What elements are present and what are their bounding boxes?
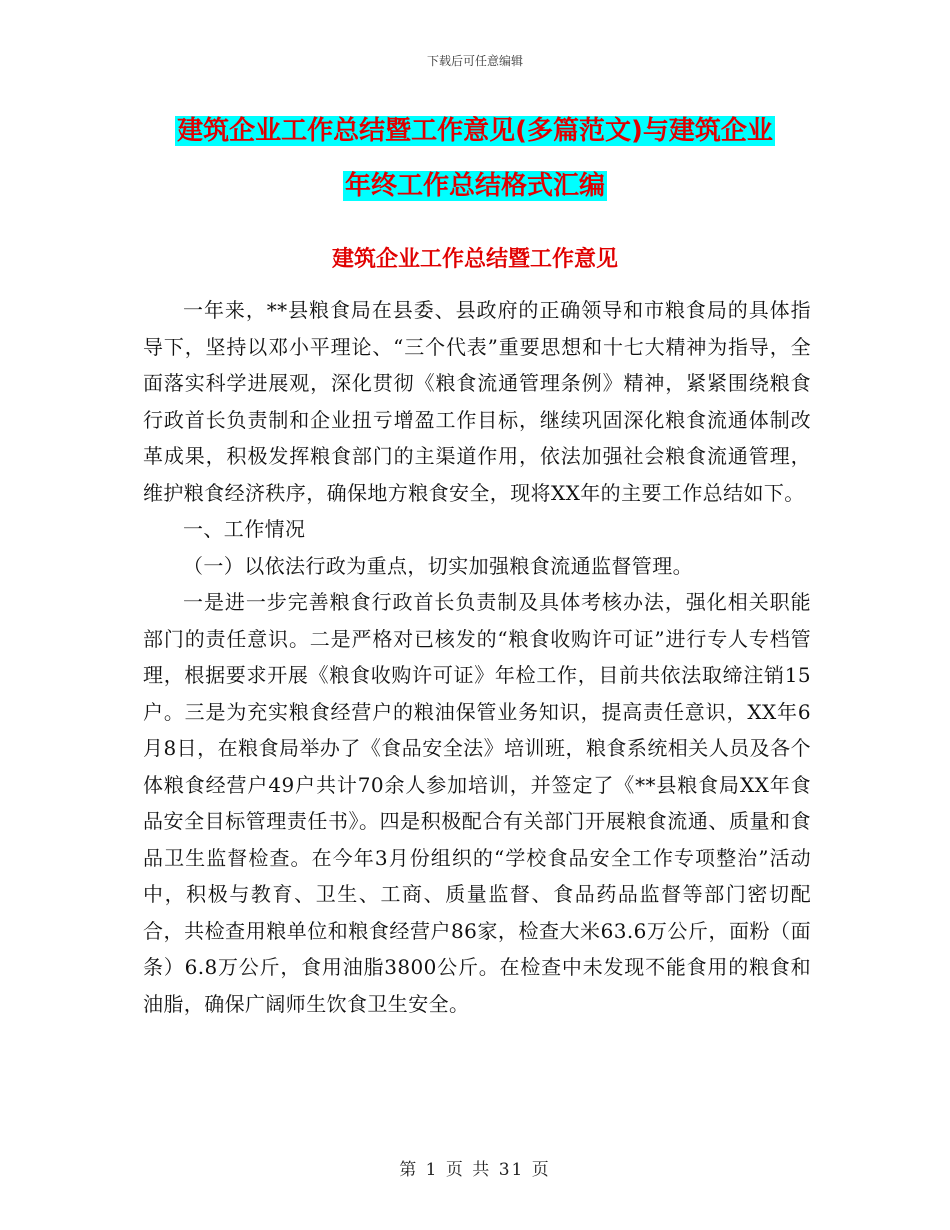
section-title: 建筑企业工作总结暨工作意见 xyxy=(331,247,618,272)
title-line-1 xyxy=(0,104,950,159)
paragraph: （一）以依法行政为重点，切实加强粮食流通监督管理。 xyxy=(183,553,693,578)
paragraph: 一、工作情况 xyxy=(183,517,306,541)
page-footer: 第 1 页 共 31 页 xyxy=(399,1160,551,1180)
paragraph: 一是进一步完善粮食行政首长负责制及具体考核办法，强化相关职能部门的责任意识。二是严格对已核发的“粮食收购许可证”进行专人专档管理，根据要求开展《粮食收购许可证》年检工作，目前共依法取缔注销15户。三是为充实粮食经营户的粮油保管业务知识，提高责任意识，XX年6月8日，在粮食局举办了《食品安全法》培训班，粮食系统相关人员及各个体粮食经营户49户共计70余人参加培训，并签定了《**县粮食局XX年食品安全目标管理责任书》。四是积极配合有关部门开展粮食流通、质量和食品卫生监督检查。在今年3月份组织的“学校食品安全工作专项整治”活动中，积极与教育、卫生、工商、质量监督、食品药品监督等部门密切配合，共检查用粮单位和粮食经营户86家，检查大米63.6万公斤，面粉（面条）6.8万公斤，食用油脂3800公斤。在检查中未发现不能食用的粮食和油脂，确保广阔师生饮食卫生安全。 xyxy=(143,590,811,1016)
body-text xyxy=(143,292,811,1022)
title-line-2 xyxy=(0,159,950,214)
title-line-2-text: 年终工作总结格式汇编 xyxy=(344,171,605,201)
paragraph: 一年来，**县粮食局在县委、县政府的正确领导和市粮食局的具体指导下，坚持以邓小平理论、“三个代表”重要思想和十七大精神为指导，全面落实科学进展观，深化贯彻《粮食流通管理条例》精神，紧紧围绕粮食行政首长负责制和企业扭亏增盈工作目标，继续巩固深化粮食流通体制改革成果，积极发挥粮食部门的主渠道作用，依法加强社会粮食流通管理，维护粮食经济秩序，确保地方粮食安全，现将XX年的主要工作总结如下。 xyxy=(143,298,811,505)
document-title xyxy=(0,104,950,214)
header-note: 下载后可任意编辑 xyxy=(426,54,523,68)
title-line-1-text: 建筑企业工作总结暨工作意见(多篇范文)与建筑企业 xyxy=(177,116,773,146)
